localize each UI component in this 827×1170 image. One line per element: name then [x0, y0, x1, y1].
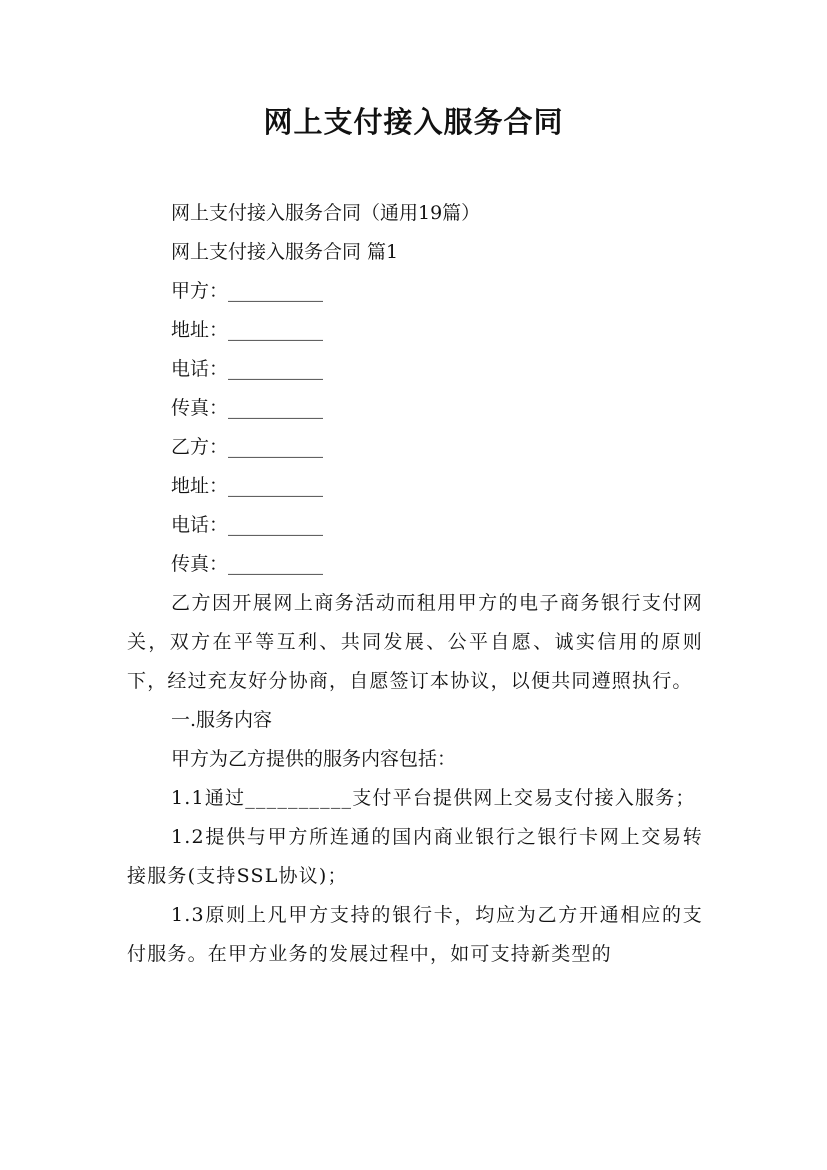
- party-label: 甲方：: [171, 280, 229, 302]
- party-blank: __________: [228, 280, 324, 302]
- party-line: [127, 467, 703, 506]
- party-blank: __________: [228, 436, 324, 458]
- party-label: 传真：: [171, 397, 229, 419]
- service-heading: 一.服务内容: [171, 709, 273, 731]
- party-line: [127, 311, 703, 350]
- party-label: 地址：: [171, 319, 229, 341]
- party-label: 乙方：: [171, 436, 229, 458]
- party-label: 电话：: [171, 358, 229, 380]
- party-label: 电话：: [171, 514, 229, 536]
- document-body: [127, 194, 703, 974]
- party-label: 地址：: [171, 475, 229, 497]
- party-blank: __________: [228, 553, 324, 575]
- service-intro: 甲方为乙方提供的服务内容包括：: [171, 748, 457, 770]
- party-line: [127, 272, 703, 311]
- document-title: 网上支付接入服务合同: [263, 105, 564, 139]
- clause-1-3: 1.3原则上凡甲方支持的银行卡，均应为乙方开通相应的支付服务。在甲方业务的发展过程中，如可支持新类型的: [127, 904, 703, 965]
- party-blank: __________: [228, 358, 324, 380]
- party-blank: __________: [228, 475, 324, 497]
- party-line: [127, 389, 703, 428]
- section-heading: 网上支付接入服务合同 篇1: [171, 241, 399, 263]
- party-blank: __________: [228, 319, 324, 341]
- party-line: [127, 428, 703, 467]
- document-subtitle: 网上支付接入服务合同（通用19篇）: [171, 202, 481, 224]
- party-blank: __________: [228, 397, 324, 419]
- clause-1-2: 1.2提供与甲方所连通的国内商业银行之银行卡网上交易转接服务(支持SSL协议)；: [127, 826, 703, 887]
- party-line: [127, 545, 703, 584]
- party-line: [127, 506, 703, 545]
- parties-list: [127, 272, 703, 584]
- party-label: 传真：: [171, 553, 229, 575]
- party-blank: __________: [228, 514, 324, 536]
- party-line: [127, 350, 703, 389]
- clause-1-1: 1.1通过__________支付平台提供网上交易支付接入服务；: [171, 787, 696, 809]
- intro-paragraph: 乙方因开展网上商务活动而租用甲方的电子商务银行支付网关，双方在平等互利、共同发展、公平自愿、诚实信用的原则下，经过充友好分协商，自愿签订本协议，以便共同遵照执行。: [127, 592, 703, 692]
